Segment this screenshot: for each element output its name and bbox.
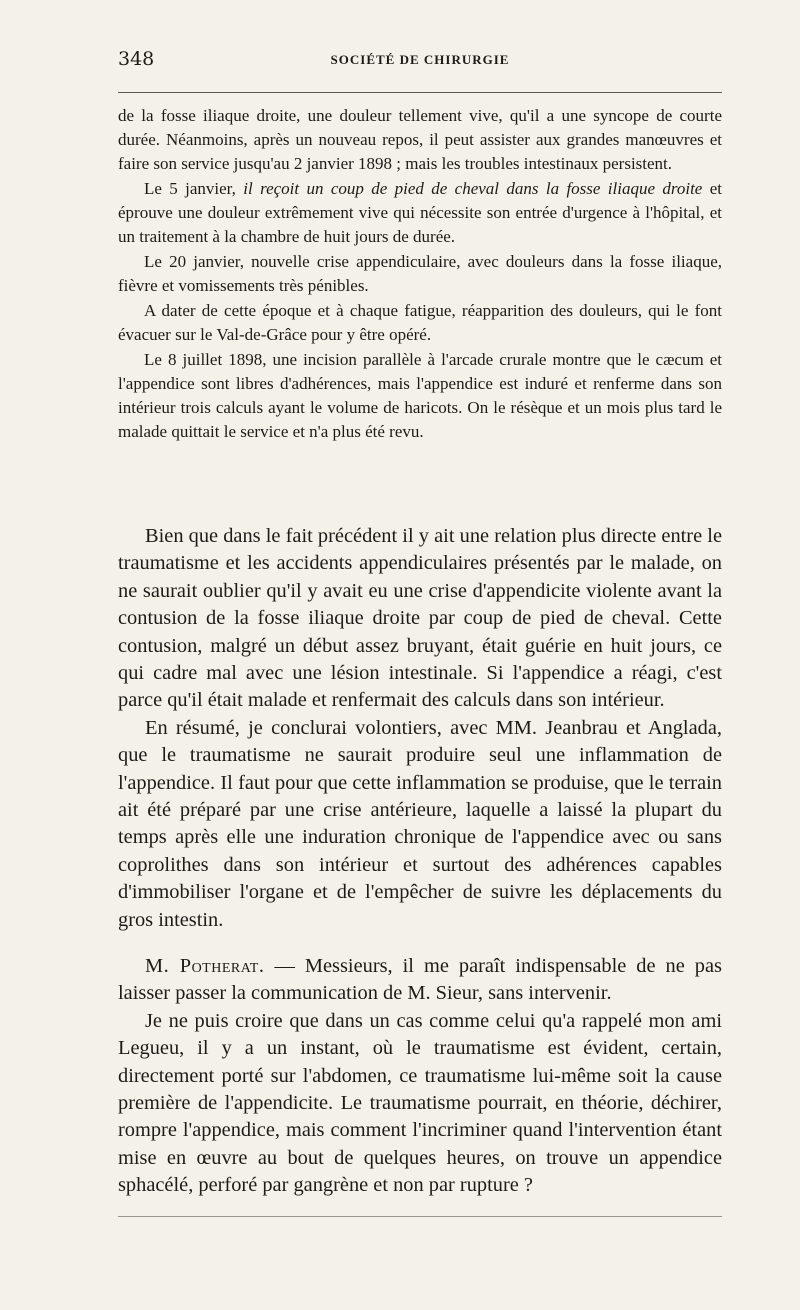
case-text: Le 5 janvier, xyxy=(144,179,244,198)
case-report xyxy=(118,104,722,445)
speech-paragraph: Je ne puis croire que dans un cas comme celui qu'a rappelé mon ami Legueu, il y a un instant, où le traumatisme est évident, certain, directement porté sur l'abdomen, ce traumatisme lui-même soit la cause première de l'appendicite. Le traumatisme pourrait, en théorie, déchirer, rompre l'appendice, mais comment l'incriminer quand l'intervention étant mise en œuvre au bout de quelques heures, on trouve un appendice sphacélé, perforé par gangrène et non par rupture ? xyxy=(118,1009,722,1197)
discussion xyxy=(118,523,722,934)
page-number: 348 xyxy=(118,48,155,70)
case-italic-text: il reçoit un coup de pied de cheval dans la fosse iliaque droite xyxy=(243,179,703,198)
page-header xyxy=(118,46,722,76)
case-paragraph xyxy=(118,177,722,249)
speaker-name: M. Potherat. xyxy=(145,955,265,977)
case-paragraph: Le 20 janvier, nouvelle crise appendiculaire, avec douleurs dans la fosse iliaque, fièvre et vomissements très pénibles. xyxy=(118,252,722,295)
footer-rule xyxy=(118,1216,722,1217)
case-paragraph: de la fosse iliaque droite, une douleur tellement vive, qu'il a une syncope de courte durée. Néanmoins, après un nouveau repos, il peut assister aux grandes manœuvres et faire son service jusqu'au 2 janvier 1898 ; mais les troubles intestinaux persistent. xyxy=(118,106,722,173)
discussion-paragraph: Bien que dans le fait précédent il y ait une relation plus directe entre le traumatisme et les accidents appendiculaires présentés par le malade, on ne saurait oublier qu'il y avait eu une crise d'appendicite violente avant la contusion de la fosse iliaque droite par coup de pied de cheval. Cette contusion, malgré un début assez bruyant, était guérie en huit jours, ce qui cadre mal avec une lésion intestinale. Si l'appendice a réagi, c'est parce qu'il était malade et renfermait des calculs dans son intérieur. xyxy=(118,525,722,712)
speech xyxy=(118,953,722,1200)
case-paragraph: A dater de cette époque et à chaque fatigue, réapparition des douleurs, qui le font évacuer sur le Val-de-Grâce pour y être opéré. xyxy=(118,301,722,344)
speech-text: — Messieurs, il me paraît indispensable de ne pas laisser passer la communication de M. Sieur, sans intervenir. xyxy=(118,955,722,1005)
running-title: SOCIÉTÉ DE CHIRURGIE xyxy=(330,52,510,67)
case-text: et éprouve une douleur extrêmement vive qui nécessite son entrée d'urgence à l'hôpital, et un traitement à la chambre de huit jours de durée. xyxy=(118,179,722,246)
case-paragraph: Le 8 juillet 1898, une incision parallèle à l'arcade crurale montre que le cæcum et l'appendice sont libres d'adhérences, mais l'appendice est induré et renferme dans son intérieur trois calculs ayant le volume de haricots. On le résèque et un mois plus tard le malade quittait le service et n'a plus été revu. xyxy=(118,350,722,441)
header-rule xyxy=(118,92,722,93)
speech-paragraph xyxy=(118,953,722,1008)
discussion-paragraph: En résumé, je conclurai volontiers, avec MM. Jeanbrau et Anglada, que le traumatisme ne saurait produire seul une inflammation de l'appendice. Il faut pour que cette inflammation se produise, que le terrain ait été préparé par une crise antérieure, laquelle a laissé la plupart du temps après elle une induration chronique de l'appendice avec ou sans coprolithes dans son intérieur et surtout des adhérences capables d'immobiliser l'organe et de l'empêcher de suivre les déplacements du gros intestin. xyxy=(118,716,722,931)
